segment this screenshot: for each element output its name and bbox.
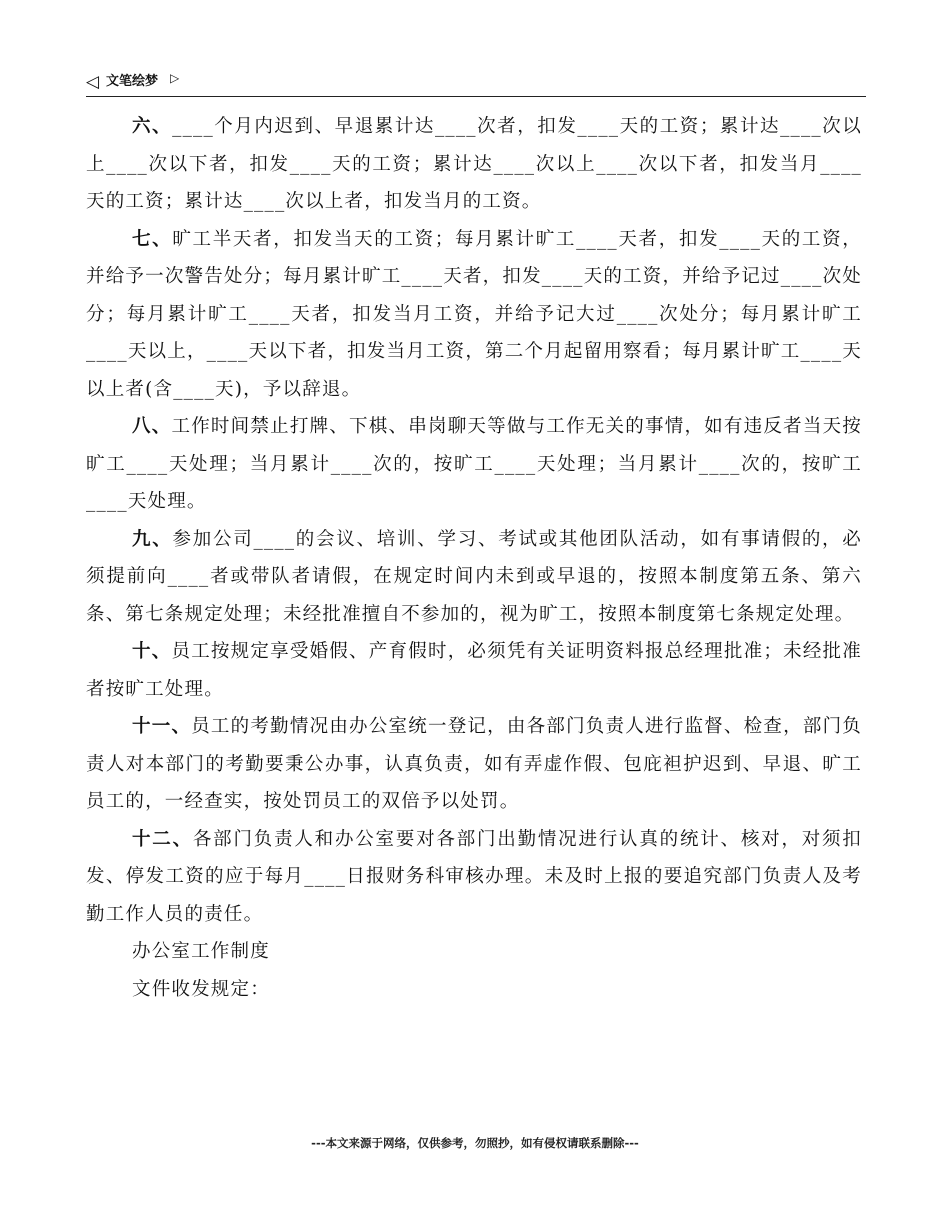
- document-body: [86, 108, 862, 1008]
- article-text: 员工按规定享受婚假、产育假时，必须凭有关证明资料报总经理批准；未经批准者按旷工处理。: [86, 641, 862, 700]
- article-label: 七、: [132, 228, 173, 250]
- article-12: [86, 821, 862, 934]
- brand-text: 文笔绘梦: [106, 74, 159, 89]
- article-text: 参加公司____的会议、培训、学习、考试或其他团队活动，如有事请假的，必须提前向____者或带队者请假，在规定时间内未到或早退的，按照本制度第五条、第六条、第七条规定处理；未经批准擅自不参加的，视为旷工，按照本制度第七条规定处理。: [86, 528, 862, 625]
- left-triangle-icon: ◁: [86, 72, 100, 92]
- page-header: [86, 70, 866, 97]
- article-label: 十、: [132, 641, 172, 662]
- article-label: 八、: [132, 416, 172, 437]
- article-6: [86, 108, 862, 221]
- article-text: 各部门负责人和办公室要对各部门出勤情况进行认真的统计、核对，对须扣发、停发工资的应于每月____日报财务科审核办理。未及时上报的要追究部门负责人及考勤工作人员的责任。: [86, 828, 862, 925]
- section-title: 办公室工作制度: [132, 941, 270, 962]
- article-text: 员工的考勤情况由办公室统一登记，由各部门负责人进行监督、检查，部门负责人对本部门的考勤要秉公办事，认真负责，如有弄虚作假、包庇袒护迟到、早退、旷工员工的，一经查实，按处罚员工的双倍予以处罚。: [86, 716, 862, 812]
- article-label: 十一、: [132, 716, 192, 737]
- article-11: [86, 708, 862, 821]
- article-text: 工作时间禁止打牌、下棋、串岗聊天等做与工作无关的事情，如有违反者当天按旷工____天处理；当月累计____次的，按旷工____天处理；当月累计____次的，按旷工____天处理。: [86, 416, 862, 512]
- article-label: 十二、: [132, 828, 193, 850]
- article-8: [86, 408, 862, 521]
- article-label: 九、: [132, 528, 173, 550]
- subsection-title: 文件收发规定：: [132, 978, 270, 1000]
- article-text: ____个月内迟到、早退累计达____次者，扣发____天的工资；累计达____次以上____次以下者，扣发____天的工资；累计达____次以上____次以下者，扣发当月____天的工资；累计达____次以上者，扣发当月的工资。: [86, 116, 862, 212]
- right-triangle-icon: ▷: [170, 71, 180, 85]
- article-7: [86, 221, 862, 409]
- article-text: 旷工半天者，扣发当天的工资；每月累计旷工____天者，扣发____天的工资，并给予一次警告处分；每月累计旷工____天者，扣发____天的工资，并给予记过____次处分；每月累计旷工____天者，扣发当月工资，并给予记大过____次处分；每月累计旷工____天以上，____天以下者，扣发当月工资，第二个月起留用察看；每月累计旷工____天以上者(含____天)，予以辞退。: [86, 228, 862, 400]
- article-9: [86, 521, 862, 634]
- article-label: 六、: [132, 116, 173, 137]
- footer-disclaimer: ---本文来源于网络，仅供参考，勿照抄，如有侵权请联系删除---: [311, 1136, 639, 1150]
- article-10: [86, 633, 862, 708]
